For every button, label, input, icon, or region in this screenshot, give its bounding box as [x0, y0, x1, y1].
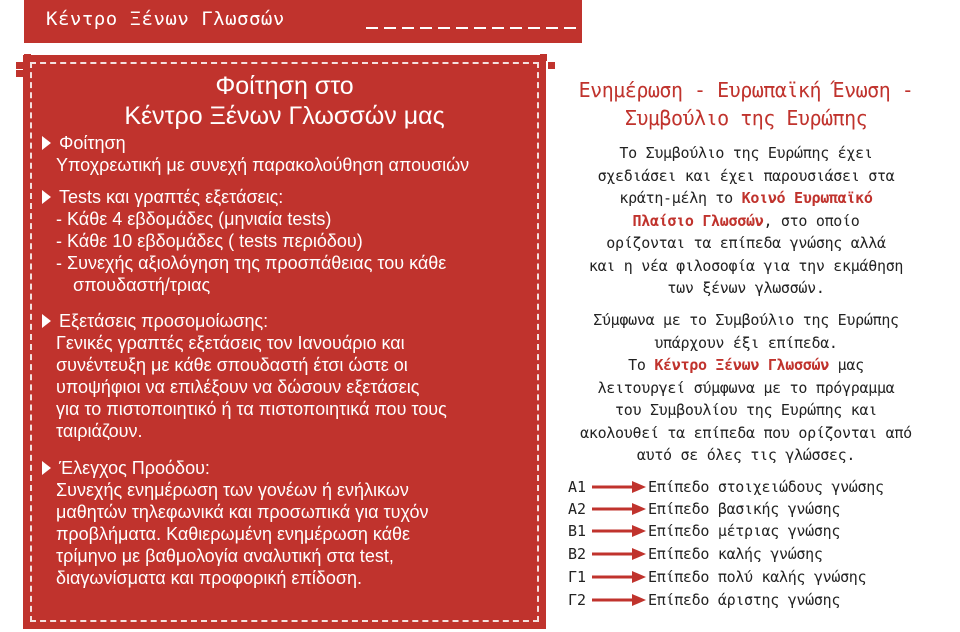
section-line: - Κάθε 10 εβδομάδες ( tests περιόδου) [56, 231, 363, 251]
level-description: Επίπεδο βασικής γνώσης [648, 500, 841, 518]
corner-square [24, 54, 31, 61]
bullet-triangle-icon [42, 461, 51, 475]
paragraph-text: κράτη-μέλη το [619, 189, 742, 207]
levels-intro-paragraph [556, 309, 936, 467]
level-row [568, 566, 928, 588]
level-code: B1 [568, 522, 587, 540]
paragraph-line: Σύμφωνα με το Συμβούλιο της Ευρώπης [593, 311, 899, 329]
header-title: Κέντρο Ξένων Γλωσσών [46, 8, 285, 30]
section-line: συνέντευξη με κάθε σπουδαστή έτσι ώστε οι [56, 355, 408, 375]
corner-square [548, 62, 555, 69]
level-code: Γ1 [568, 568, 587, 586]
arrow-right-icon [590, 503, 648, 515]
section-heading: Έλεγχος Προόδου: [59, 458, 210, 478]
arrow-right-icon [590, 548, 648, 560]
section-line: τρίμηνο με βαθμολογία αναλυτική στα test, [56, 546, 394, 566]
attendance-card [30, 62, 539, 622]
level-code: Γ2 [568, 591, 587, 609]
section-line: - Συνεχής αξιολόγηση της προσπάθειας του κάθε [56, 253, 447, 273]
paragraph-line [556, 210, 936, 233]
header-dash-decoration [366, 27, 578, 29]
highlight-framework-text: Πλαίσιο Γλωσσών [632, 211, 764, 230]
european-framework-column [556, 0, 936, 632]
corner-square [16, 62, 23, 69]
level-description: Επίπεδο στοιχειώδους γνώσης [648, 478, 884, 496]
level-description: Επίπεδο άριστης γνώσης [648, 591, 841, 609]
paragraph-text: μας [828, 356, 864, 374]
paragraph-line: των ξένων γλωσσών. [667, 279, 825, 297]
level-description: Επίπεδο μέτριας γνώσης [648, 522, 841, 540]
card-title-line2: Κέντρο Ξένων Γλωσσών μας [124, 102, 445, 130]
level-code: A2 [568, 500, 587, 518]
level-code: A1 [568, 478, 587, 496]
right-title-line1: Ενημέρωση - Ευρωπαϊκή Ένωση - [578, 78, 914, 102]
right-title-line2: Συμβούλιο της Ευρώπης [624, 106, 868, 130]
section-mock-exams [56, 310, 447, 442]
paragraph-text: Το [628, 356, 655, 374]
level-description: Επίπεδο καλής γνώσης [648, 545, 823, 563]
section-line: Γενικές γραπτές εξετάσεις τον Ιανουάριο και [56, 333, 405, 353]
bullet-triangle-icon [42, 190, 51, 204]
section-attendance [56, 132, 469, 176]
arrow-right-icon [590, 481, 648, 493]
paragraph-text: , στο οποίο [763, 211, 860, 230]
section-line: διαγωνίσματα και προφορική επίδοση. [56, 568, 363, 588]
corner-square [16, 70, 23, 77]
paragraph-line [556, 354, 936, 377]
paragraph-line: ακολουθεί τα επίπεδα που ορίζονται από [580, 423, 912, 442]
card-title-line1: Φοίτηση στο [215, 72, 354, 100]
corner-square [540, 54, 547, 61]
arrow-right-icon [590, 571, 648, 583]
level-row [568, 476, 928, 498]
paragraph-line: λειτουργεί σύμφωνα με το πρόγραμμα [597, 378, 895, 397]
paragraph-line: αυτό σε όλες τις γλώσσες. [636, 446, 856, 464]
arrow-right-icon [590, 594, 648, 606]
highlight-framework-text: Κοινό Ευρωπαϊκό [741, 189, 873, 207]
paragraph-line: ορίζονται τα επίπεδα γνώσης αλλά [606, 234, 886, 252]
paragraph-line: Το Συμβούλιο της Ευρώπης έχει [619, 144, 873, 162]
section-line: Συνεχής ενημέρωση των γονέων ή ενήλικων [56, 480, 409, 500]
paragraph-line: σχεδιάσει και έχει παρουσιάσει στα [597, 166, 895, 185]
section-tests [56, 186, 446, 296]
level-description: Επίπεδο πολύ καλής γνώσης [648, 568, 867, 586]
section-line: - Κάθε 4 εβδομάδες (μηνιαία tests) [56, 209, 332, 229]
level-row [568, 498, 928, 520]
level-row [568, 589, 928, 611]
header-banner [24, 0, 582, 43]
highlight-center-name: Κέντρο Ξένων Γλωσσών [654, 356, 829, 374]
paragraph-line: του Συμβουλίου της Ευρώπης και [615, 401, 877, 419]
bullet-triangle-icon [42, 314, 51, 328]
arrow-right-icon [590, 525, 648, 537]
paragraph-line: υπάρχουν έξι επίπεδα. [654, 333, 838, 352]
section-line: Υποχρεωτική με συνεχή παρακολούθηση απουσιών [56, 155, 470, 175]
section-line: υποψήφιοι να επιλέξουν να δώσουν εξετάσεις [56, 377, 420, 397]
paragraph-line: και η νέα φιλοσοφία για την εκμάθηση [588, 256, 904, 275]
section-heading: Εξετάσεις προσομοίωσης: [59, 311, 269, 331]
section-progress-check [56, 457, 428, 589]
level-row [568, 543, 928, 565]
section-heading: Tests και γραπτές εξετάσεις: [59, 187, 284, 207]
section-line: προβλήματα. Καθιερωμένη ενημέρωση κάθε [56, 524, 411, 544]
level-code: B2 [568, 545, 587, 563]
framework-paragraph [556, 142, 936, 300]
section-line: σπουδαστή/τριας [73, 275, 211, 295]
bullet-triangle-icon [42, 136, 51, 150]
section-line: για το πιστοποιητικό ή τα πιστοποιητικά που τους [56, 399, 447, 419]
section-line: μαθητών τηλεφωνικά και προσωπικά για τυχόν [56, 502, 429, 522]
paragraph-line [556, 187, 936, 210]
section-heading: Φοίτηση [59, 133, 126, 153]
level-row [568, 520, 928, 542]
section-line: ταιριάζουν. [56, 421, 143, 441]
